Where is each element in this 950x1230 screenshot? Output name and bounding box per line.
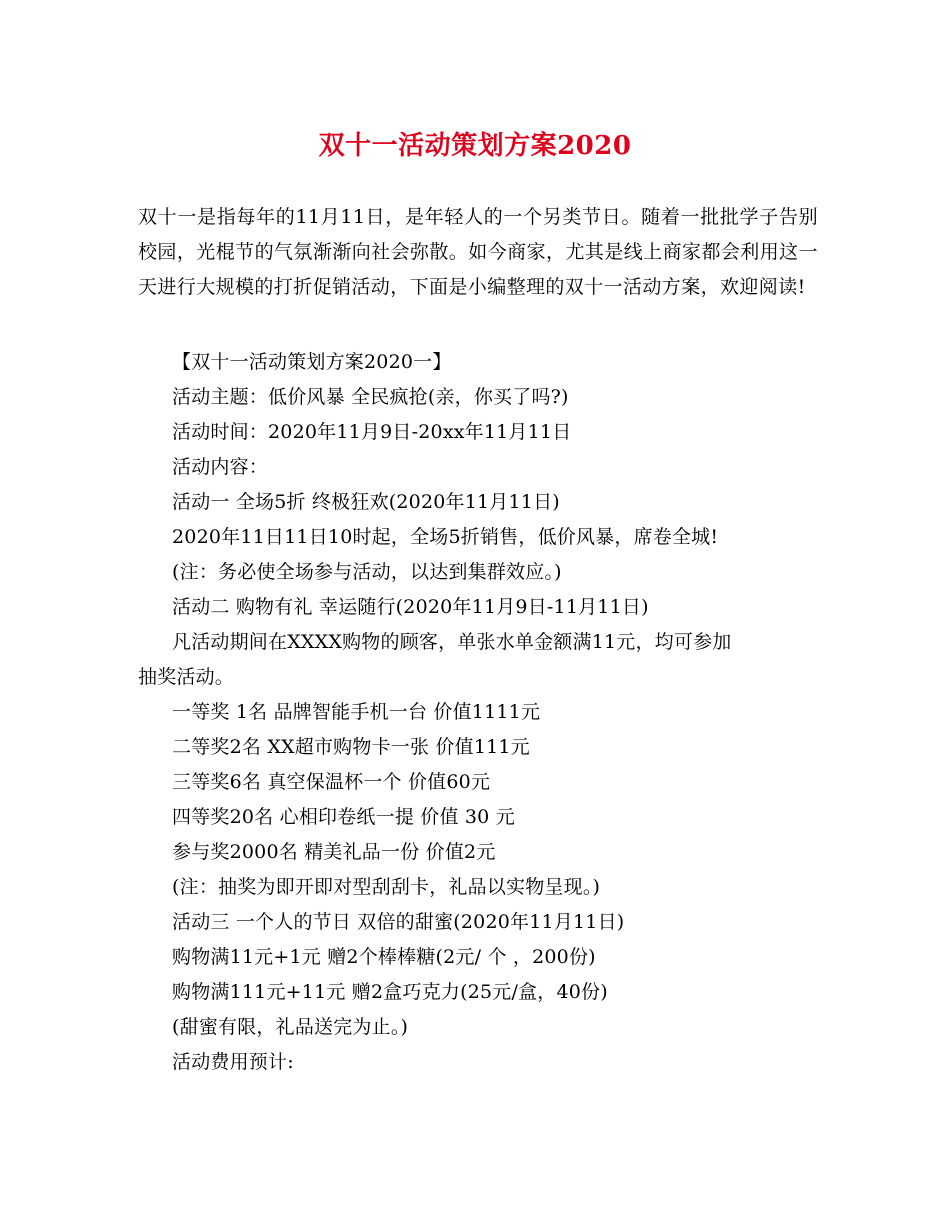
document-title: 双十一活动策划方案2020	[318, 131, 632, 161]
gift-tier-one: 购物满11元+1元 赠2个棒棒糖(2元/ 个 ，200份)	[172, 946, 596, 968]
activity-one-heading: 活动一 全场5折 终极狂欢(2020年11月11日)	[172, 491, 560, 513]
activity-two-heading: 活动二 购物有礼 幸运随行(2020年11月9日-11月11日)	[172, 596, 649, 618]
activity-two-note: (注：抽奖为即开即对型刮刮卡，礼品以实物呈现。)	[172, 876, 601, 898]
prize-participation: 参与奖2000名 精美礼品一份 价值2元	[172, 841, 496, 863]
budget-label: 活动费用预计:	[172, 1051, 294, 1073]
prize-third: 三等奖6名 真空保温杯一个 价值60元	[172, 771, 491, 793]
activity-one-detail: 2020年11日11日10时起，全场5折销售，低价风暴，席卷全城!	[172, 526, 719, 548]
prize-fourth: 四等奖20名 心相印卷纸一提 价值 30 元	[172, 806, 515, 828]
activity-time: 活动时间：2020年11月9日-20xx年11月11日	[172, 421, 572, 443]
activity-theme: 活动主题：低价风暴 全民疯抢(亲，你买了吗?)	[172, 386, 569, 408]
activity-two-detail-continued: 抽奖活动。	[138, 666, 235, 688]
gift-tier-two: 购物满111元+11元 赠2盒巧克力(25元/盒，40份)	[172, 981, 608, 1003]
activity-one-note: (注：务必使全场参与活动，以达到集群效应。)	[172, 561, 562, 583]
prize-first: 一等奖 1名 品牌智能手机一台 价值1111元	[172, 701, 541, 723]
document-body	[138, 345, 818, 1080]
prize-second: 二等奖2名 XX超市购物卡一张 价值111元	[172, 736, 530, 758]
section-heading: 【双十一活动策划方案2020一】	[172, 351, 452, 373]
activity-content-label: 活动内容：	[172, 456, 269, 478]
intro-paragraph: 双十一是指每年的11月11日，是年轻人的一个另类节日。随着一批批学子告别校园，光棍节的气氛渐渐向社会弥散。如今商家，尤其是线上商家都会利用这一天进行大规模的打折促销活动，下面是小编整理的双十一活动方案，欢迎阅读!	[138, 206, 818, 298]
activity-two-detail: 凡活动期间在XXXX购物的顾客，单张水单金额满11元，均可参加	[172, 631, 732, 653]
activity-three-heading: 活动三 一个人的节日 双倍的甜蜜(2020年11月11日)	[172, 911, 625, 933]
activity-three-note: (甜蜜有限，礼品送完为止。)	[172, 1016, 409, 1038]
